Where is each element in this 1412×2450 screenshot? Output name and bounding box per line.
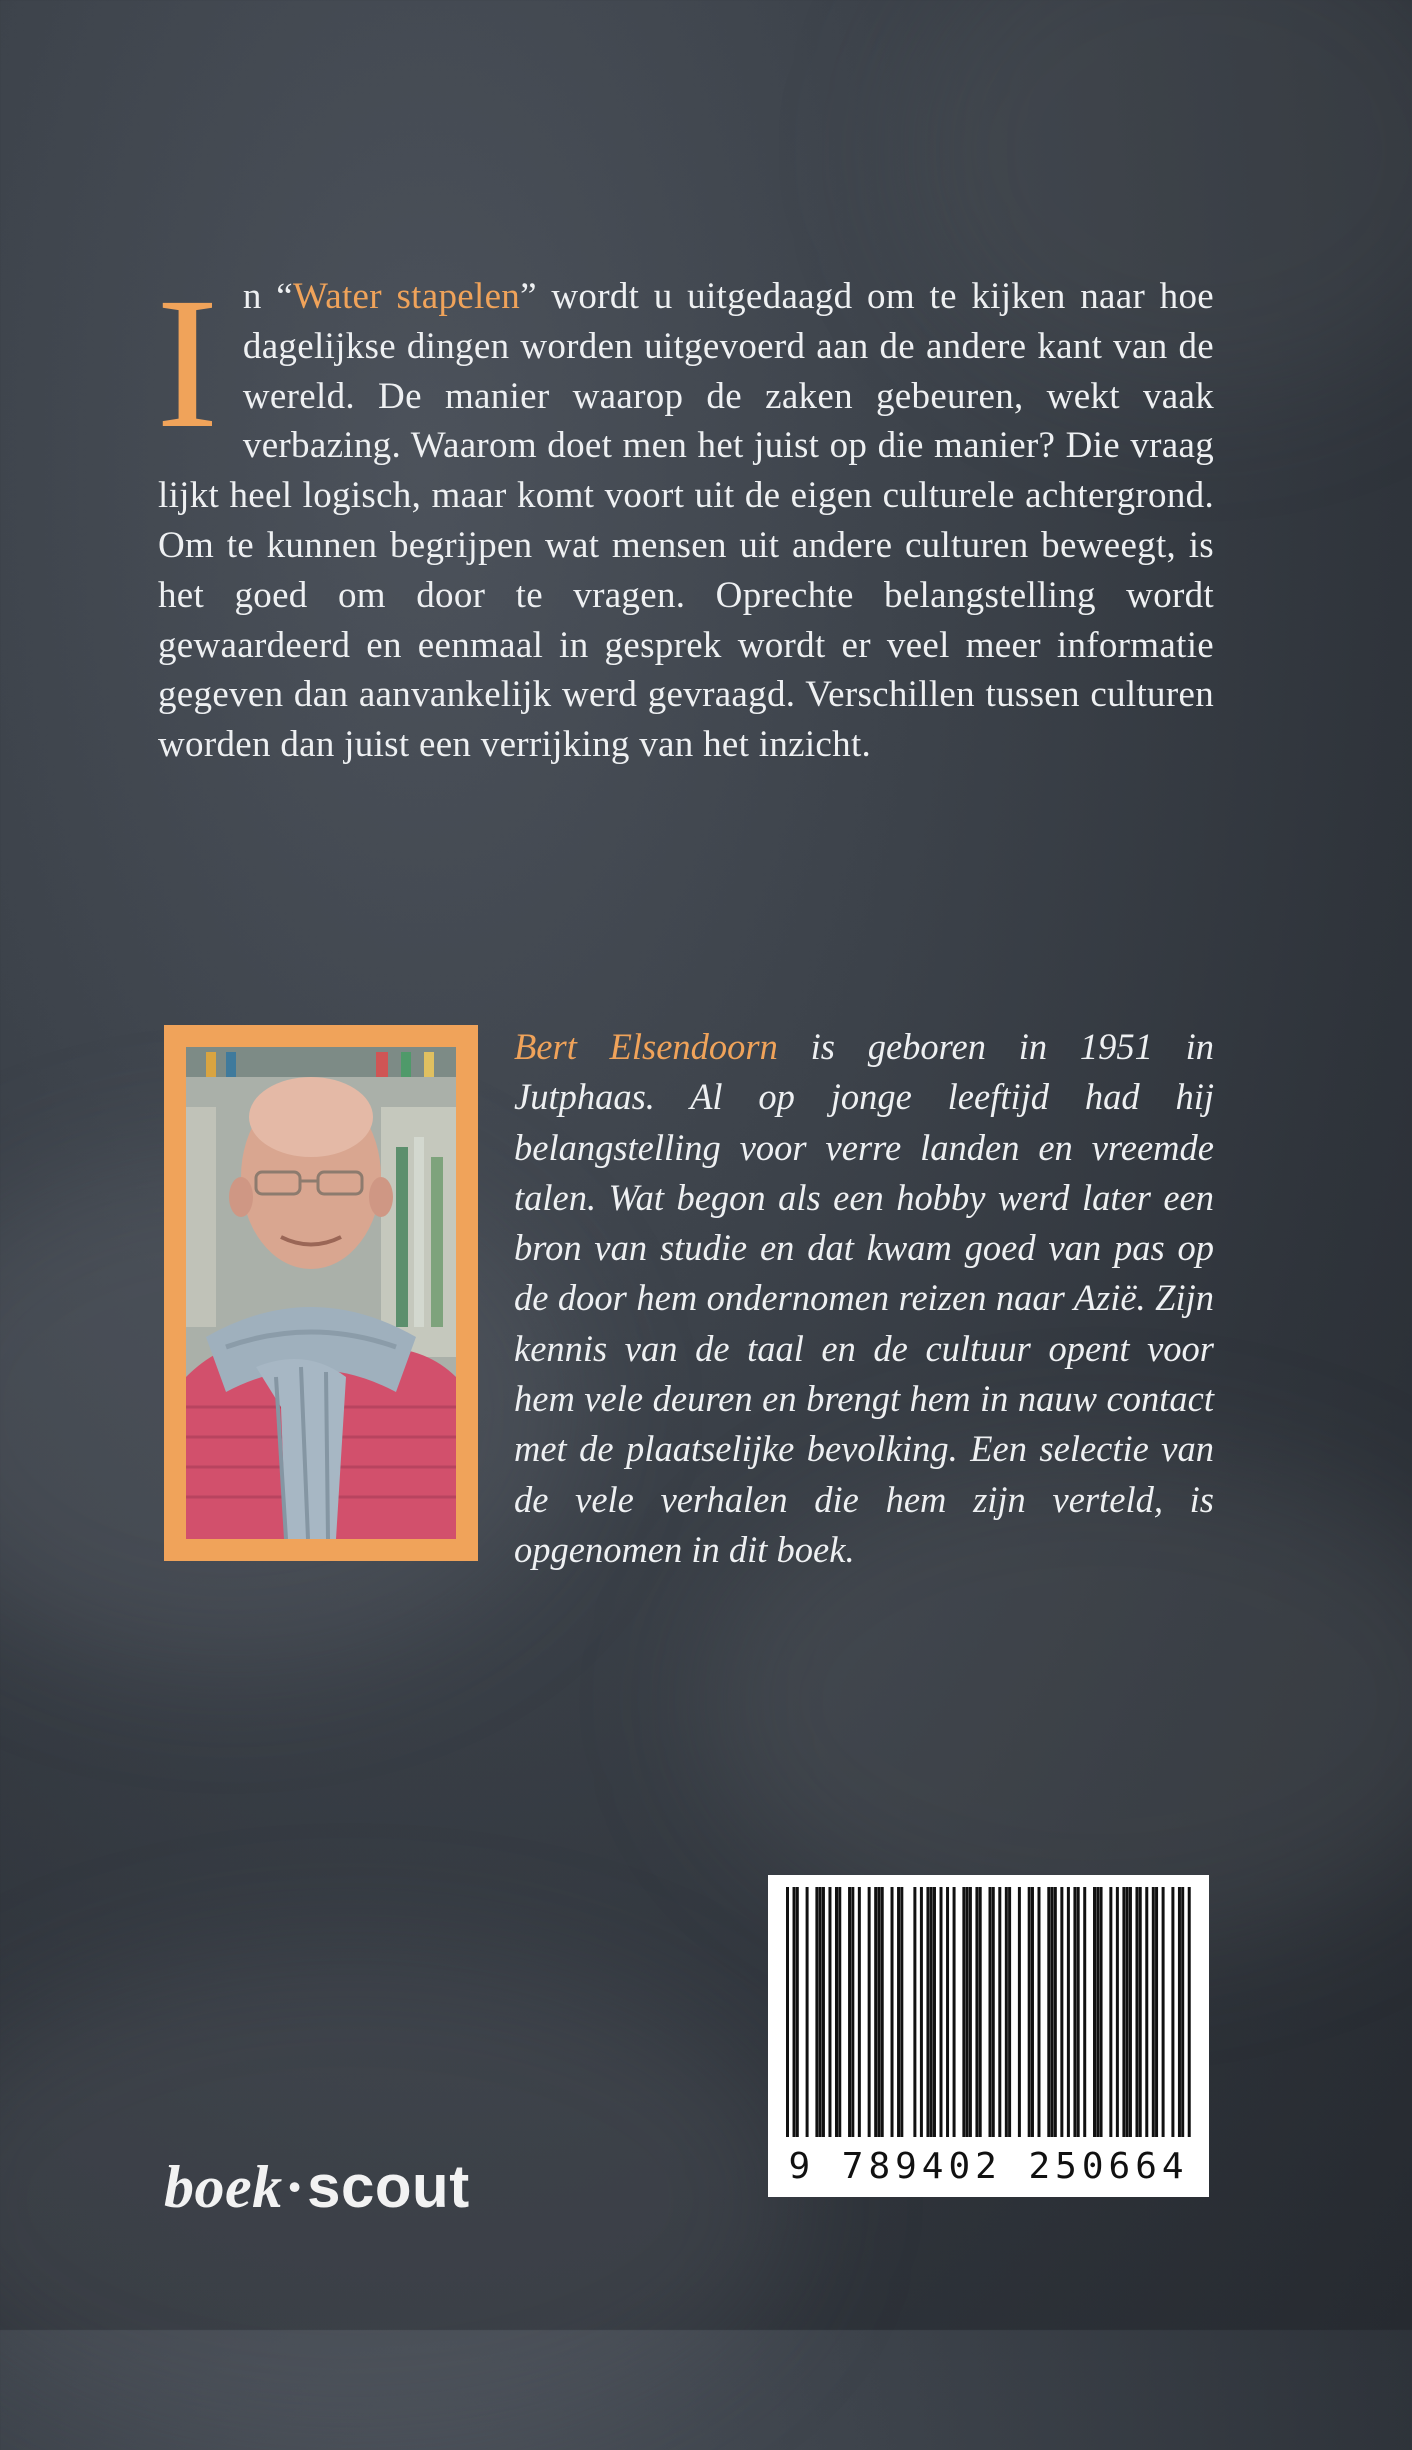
barcode-bar [933, 1887, 936, 2137]
barcode-bar [900, 1887, 903, 2137]
barcode-bar [897, 1887, 900, 2137]
barcode-bar [877, 1887, 880, 2137]
barcode-bar [1139, 1887, 1142, 2137]
barcode-bar [913, 1887, 916, 2137]
author-bio [514, 1022, 1214, 1575]
barcode-bar [1067, 1887, 1070, 2137]
author-bio-text: is geboren in 1951 in Jutphaas. Al op jonge leeftijd had hij belangstelling voor verre landen en vreemde talen. Wat begon als een hobby werd later een bron van studie en dat kwam goed van pas op de door hem ondernomen reizen naar Azië. Zijn kennis van de taal en de cultuur opent voor hem vele deuren en brengt hem in nauw contact met de plaatselijke bevolking. Een selectie van de vele verhalen die hem zijn verteld, is opgenomen in dit boek. [514, 1026, 1214, 1570]
book-title: Water stapelen [293, 276, 521, 317]
barcode-bar [796, 1887, 799, 2137]
barcode-bar [1152, 1887, 1155, 2137]
author-photo [186, 1047, 456, 1539]
barcode-bar [822, 1887, 825, 2137]
barcode-bar [838, 1887, 841, 2137]
barcode-bar [930, 1887, 933, 2137]
drop-cap: I [156, 258, 219, 467]
barcode-bar [962, 1887, 965, 2137]
barcode-bar [874, 1887, 877, 2137]
author-name: Bert Elsendoorn [514, 1026, 778, 1067]
barcode-bar [793, 1887, 796, 2137]
barcode-bar [819, 1887, 822, 2137]
barcode-bar [926, 1887, 929, 2137]
barcode-bar [1060, 1887, 1063, 2137]
barcode-bar [1073, 1887, 1076, 2137]
barcode-bar [828, 1887, 831, 2137]
barcode-bar [1171, 1887, 1174, 2137]
barcode-bar [1155, 1887, 1158, 2137]
blurb-lead: n “ [242, 276, 293, 317]
barcode-bar [1028, 1887, 1031, 2137]
barcode-bar [966, 1887, 969, 2137]
barcode-bar [1054, 1887, 1057, 2137]
publisher-logo-part2: scout [307, 2153, 470, 2220]
barcode-bar [1145, 1887, 1148, 2137]
barcode-bar [1116, 1887, 1119, 2137]
isbn-barcode [768, 1875, 1209, 2197]
barcode-bar [953, 1887, 956, 2137]
barcode-bar [1031, 1887, 1034, 2137]
barcode-bar [1077, 1887, 1080, 2137]
barcode-bar [969, 1887, 972, 2137]
isbn-digits: 9 789402 250664 [788, 2146, 1189, 2187]
barcode-bar [835, 1887, 838, 2137]
publisher-logo-dot: · [284, 2154, 306, 2220]
barcode-bar [868, 1887, 871, 2137]
barcode-bar [1037, 1887, 1040, 2137]
barcode-bar [1018, 1887, 1021, 2137]
barcode-bar [1093, 1887, 1096, 2137]
barcode-bar [940, 1887, 943, 2137]
barcode-bar [1100, 1887, 1103, 2137]
blurb-paragraph [156, 258, 1214, 770]
barcode-bar [1178, 1887, 1181, 2137]
barcode-bar [946, 1887, 949, 2137]
barcode-bar [848, 1887, 851, 2137]
barcode-bar [1109, 1887, 1112, 2137]
barcode-bar [1047, 1887, 1050, 2137]
barcode-bar [920, 1887, 923, 2137]
barcode-bar [1126, 1887, 1129, 2137]
barcode-bar [1122, 1887, 1125, 2137]
barcode-bar [1008, 1887, 1011, 2137]
barcode-bar [1051, 1887, 1054, 2137]
barcode-bar [1188, 1887, 1191, 2137]
barcode-bar [1181, 1887, 1184, 2137]
barcode-bar [1096, 1887, 1099, 2137]
barcode-bar [1129, 1887, 1132, 2137]
barcode-bar [786, 1887, 789, 2137]
barcode-bar [815, 1887, 818, 2137]
publisher-logo-part1: boek [164, 2154, 283, 2220]
publisher-logo [164, 2152, 470, 2222]
barcode-bar [1083, 1887, 1086, 2137]
barcode-bar [992, 1887, 995, 2137]
author-photo-frame [164, 1025, 478, 1561]
barcode-bar [881, 1887, 884, 2137]
barcode-bar [975, 1887, 978, 2137]
blurb-body: ” wordt u uitgedaagd om te kijken naar hoe dagelijkse dingen worden uitgevoerd aan de andere kant van de wereld. De manier waarop de zaken gebeuren, wekt vaak verbazing. Waarom doet men het juist op die manier? Die vraag lijkt heel logisch, maar komt voort uit de eigen culturele achtergrond. Om te kunnen begrijpen wat mensen uit andere culturen beweegt, is het goed om door te vragen. Oprechte belangstelling wordt gewaardeerd en eenmaal in gesprek wordt er veel meer informatie gegeven dan aanvankelijk werd gevraagd. Verschillen tussen culturen worden dan juist een verrijking van het inzicht. [158, 276, 1214, 766]
barcode-bar [858, 1887, 861, 2137]
barcode-bar [1005, 1887, 1008, 2137]
barcode-bar [891, 1887, 894, 2137]
barcode-bar [989, 1887, 992, 2137]
barcode-bar [806, 1887, 809, 2137]
barcode-bar [1162, 1887, 1165, 2137]
barcode-bar [998, 1887, 1001, 2137]
barcode-bar [979, 1887, 982, 2137]
barcode-bar [1135, 1887, 1138, 2137]
barcode-bar [851, 1887, 854, 2137]
